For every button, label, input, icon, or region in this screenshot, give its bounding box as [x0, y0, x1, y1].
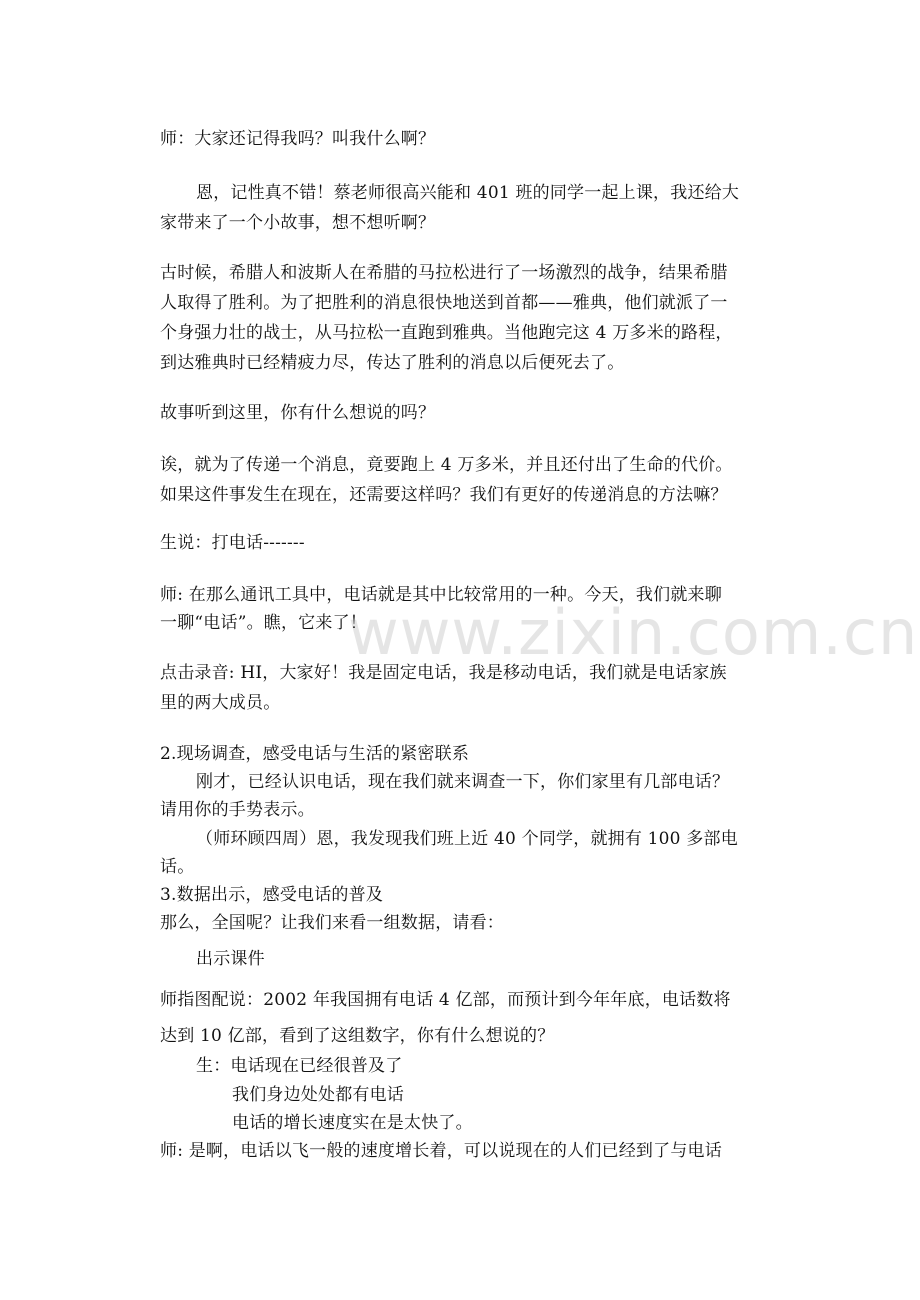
text-line: 一聊“电话”。瞧，它来了！	[160, 613, 367, 633]
text-line: 如果这件事发生在现在，还需要这样吗？我们有更好的传递消息的方法嘛？	[160, 485, 728, 505]
text-line: 那么，全国呢？让我们来看一组数据，请看：	[160, 913, 504, 933]
text-line: 请用你的手势表示。	[160, 800, 315, 820]
text-line: 恩，记性真不错！蔡老师很高兴能和 401 班的同学一起上课，我还给大	[196, 183, 740, 203]
section-heading: 2.现场调查，感受电话与生活的紧密联系	[160, 744, 470, 764]
text-line: 古时候，希腊人和波斯人在希腊的马拉松进行了一场激烈的战争，结果希腊	[160, 263, 728, 283]
text-line: 师: 在那么通讯工具中，电话就是其中比较常用的一种。今天，我们就来聊	[160, 585, 722, 605]
text-line: 到达雅典时已经精疲力尽，传达了胜利的消息以后便死去了。	[160, 353, 625, 373]
text-line: 个身强力壮的战士，从马拉松一直跑到雅典。当他跑完这 4 万多米的路程，	[160, 323, 733, 343]
text-line: 里的两大成员。	[160, 693, 281, 713]
text-line: 师指图配说：2002 年我国拥有电话 4 亿部，而预计到今年年底，电话数将	[160, 990, 731, 1010]
text-line: 家带来了一个小故事，想不想听啊？	[160, 213, 436, 233]
text-line: 生：电话现在已经很普及了	[196, 1056, 403, 1076]
section-heading: 3.数据出示，感受电话的普及	[160, 885, 384, 905]
text-line: 点击录音: HI，大家好！我是固定电话，我是移动电话，我们就是电话家族	[160, 663, 727, 683]
text-line: 出示课件	[196, 949, 265, 969]
text-line: 电话的增长速度实在是太快了。	[232, 1113, 473, 1133]
watermark: www.zixin.com.cn	[348, 596, 919, 669]
text-line: 生说：打电话-------	[160, 533, 305, 553]
text-line: （师环顾四周）恩，我发现我们班上近 40 个同学，就拥有 100 多部电	[196, 829, 738, 849]
text-line: 达到 10 亿部，看到了这组数字，你有什么想说的？	[160, 1026, 555, 1046]
text-line: 诶，就为了传递一个消息，竟要跑上 4 万多米，并且还付出了生命的代价。	[160, 455, 733, 475]
text-line: 故事听到这里，你有什么想说的吗？	[160, 403, 436, 423]
text-line: 人取得了胜利。为了把胜利的消息很快地送到首都——雅典，他们就派了一	[160, 293, 728, 313]
text-line: 刚才，已经认识电话，现在我们就来调查一下，你们家里有几部电话？	[196, 772, 730, 792]
text-line: 师: 是啊，电话以飞一般的速度增长着，可以说现在的人们已经到了与电话	[160, 1141, 722, 1161]
text-line: 我们身边处处都有电话	[232, 1085, 404, 1105]
text-line: 师：大家还记得我吗？叫我什么啊？	[160, 129, 436, 149]
text-line: 话。	[160, 857, 195, 877]
